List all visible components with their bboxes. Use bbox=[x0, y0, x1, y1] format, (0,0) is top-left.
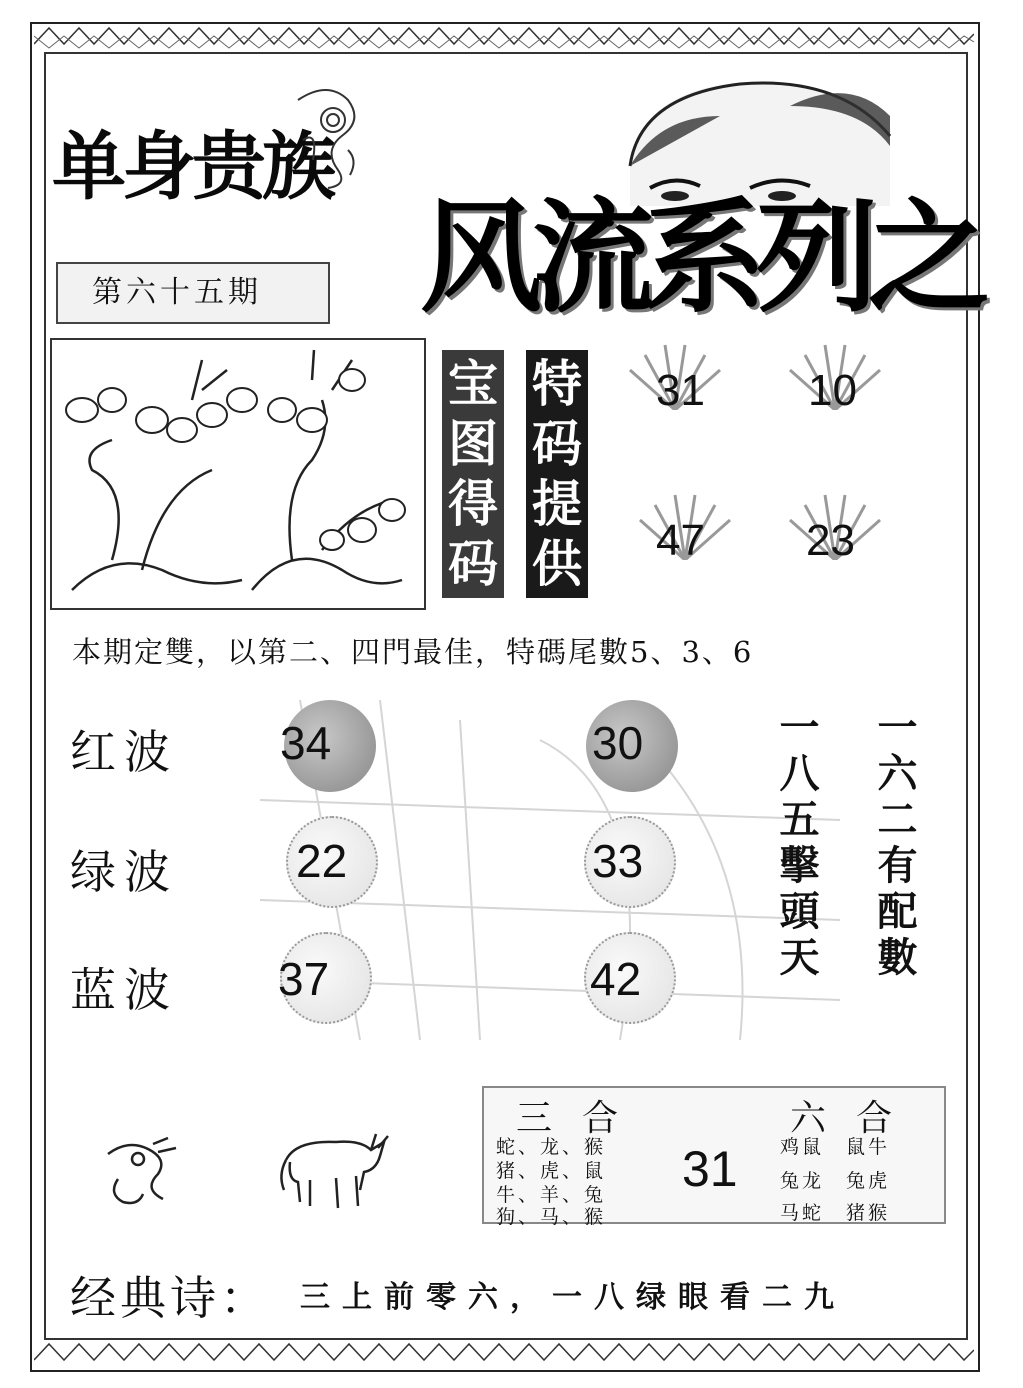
liu-he-title: 六合 bbox=[790, 1098, 923, 1139]
vertical-phrase-right: 一六二有配數 bbox=[871, 706, 918, 982]
strip-char: 图 bbox=[448, 415, 498, 473]
san-he-line: 狗、马、猴 bbox=[496, 1206, 607, 1228]
special-number: 10 bbox=[808, 366, 857, 415]
poem-label: 经典诗： bbox=[70, 1271, 270, 1325]
wave-label-blue: 蓝波 bbox=[70, 963, 178, 1017]
wave-green-right: 33 bbox=[592, 835, 644, 887]
issue-number: 第六十五期 bbox=[56, 262, 330, 324]
strip-char: 得 bbox=[448, 475, 498, 533]
title-left: 单身贵族 bbox=[52, 124, 332, 210]
wave-blue-right: 42 bbox=[590, 953, 642, 1005]
zodiac-number: 31 bbox=[682, 1141, 738, 1197]
bottom-zigzag-border bbox=[34, 1340, 974, 1366]
strip-bao-tu-de-ma bbox=[442, 350, 504, 598]
vertical-phrase-left: 一八五擊頭天 bbox=[773, 706, 820, 982]
ox-icon bbox=[276, 1120, 392, 1216]
liu-he-line: 兔龙 兔虎 bbox=[780, 1170, 891, 1192]
top-zigzag-border bbox=[34, 24, 974, 50]
strip-te-ma-ti-gong bbox=[526, 350, 588, 598]
strip-char: 特 bbox=[532, 355, 582, 413]
wave-green-left: 22 bbox=[296, 835, 348, 887]
strip-char: 宝 bbox=[448, 355, 498, 413]
wave-red-right: 30 bbox=[592, 717, 644, 769]
wave-label-green: 绿波 bbox=[70, 845, 178, 899]
dragon-icon bbox=[98, 1134, 184, 1206]
wave-label-red: 红波 bbox=[70, 725, 178, 779]
strip-char: 码 bbox=[448, 535, 498, 593]
prediction-statement: 本期定雙，以第二、四門最佳，特碼尾數5、3、6 bbox=[72, 635, 754, 669]
dragon-ornament-icon bbox=[288, 80, 368, 190]
san-he-line: 蛇、龙、猴 bbox=[496, 1136, 607, 1158]
strip-char: 码 bbox=[532, 415, 582, 473]
san-he-line: 猪、虎、鼠 bbox=[496, 1160, 607, 1182]
plum-tree-illustration bbox=[52, 340, 424, 608]
wave-blue-left: 37 bbox=[278, 953, 330, 1005]
wave-red-left: 34 bbox=[280, 717, 332, 769]
title-right: 风流系列之 bbox=[420, 187, 980, 329]
tree-illustration-frame bbox=[50, 338, 426, 610]
special-number: 47 bbox=[656, 516, 705, 565]
special-number: 23 bbox=[806, 516, 855, 565]
san-he-line: 牛、羊、兔 bbox=[496, 1184, 607, 1206]
liu-he-line: 鸡鼠 鼠牛 bbox=[780, 1136, 891, 1158]
strip-char: 供 bbox=[532, 535, 582, 593]
san-he-title: 三合 bbox=[516, 1098, 649, 1139]
liu-he-line: 马蛇 猪猴 bbox=[780, 1202, 891, 1224]
special-number: 31 bbox=[656, 366, 705, 415]
poem-text: 三上前零六，一八绿眼看二九 bbox=[300, 1280, 846, 1315]
strip-char: 提 bbox=[532, 475, 582, 533]
